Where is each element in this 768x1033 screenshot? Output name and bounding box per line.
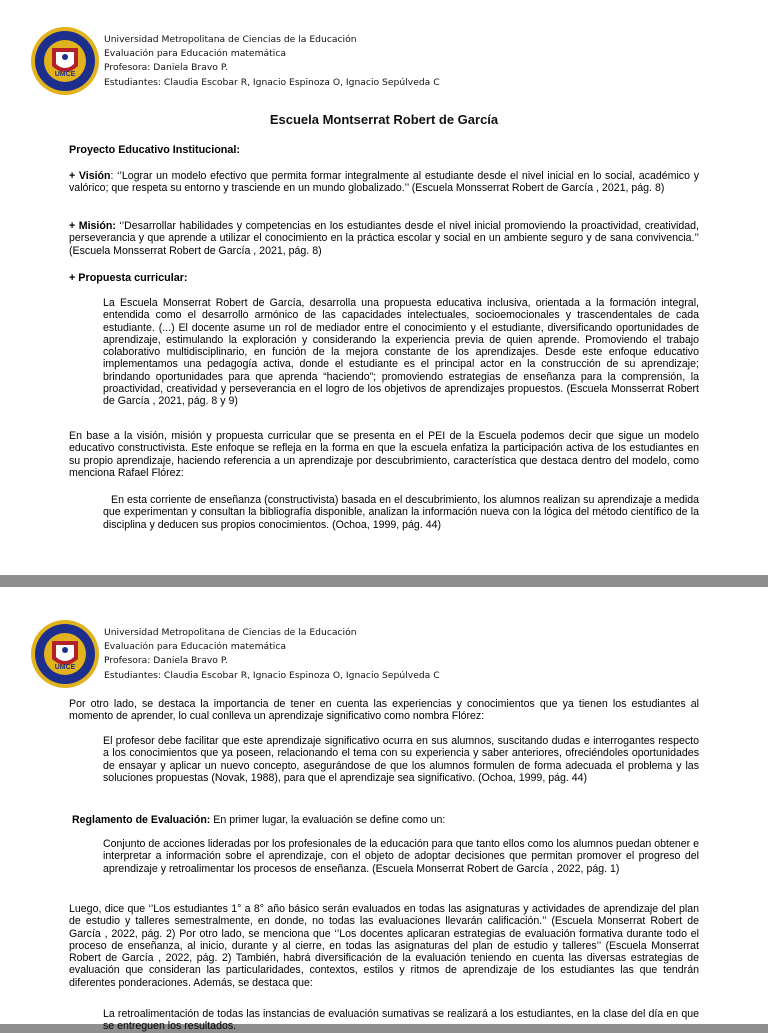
teacher-name: Profesora: Daniela Bravo P.	[104, 655, 228, 667]
propuesta-heading: + Propuesta curricular:	[69, 272, 188, 284]
reglamento-label: Reglamento de Evaluación:	[72, 814, 211, 826]
definition-quote: Conjunto de acciones lideradas por los profesionales de la educación para que tanto ellos como los alumnos puedan obtener e interpretar a información sobre el aprendizaje, con el objeto de adoptar decisiones que permitan promover el progreso del aprendizaje y retroalimentar los procesos de enseñanza. (Escuela Monserrat Robert de García , 2022, pág. 1)	[103, 838, 699, 875]
vision-paragraph	[69, 170, 699, 195]
mision-label: + Misión:	[69, 220, 116, 232]
final-quote: La retroalimentación de todas las instancias de evaluación sumativas se realizará a los estudiantes, en la clase del día en que se entreguen los resultados.	[103, 1008, 699, 1033]
university-name: Universidad Metropolitana de Ciencias de la Educación	[104, 627, 357, 638]
students-names: Estudiantes: Claudia Escobar R, Ignacio Espinoza O, Ignacio Sepúlveda C	[104, 669, 440, 681]
reglamento-text: En primer lugar, la evaluación se define como un:	[210, 814, 446, 826]
novak-quote: El profesor debe facilitar que este aprendizaje significativo ocurra en sus alumnos, suscitando dudas e interrogantes respecto a los conocimientos que ya poseen, relacionando el tema con su experiencia y saber anteriores, ofreciéndoles oportunidades de ensayar y aplicar un nuevo concepto, asegurándose de que los alumnos formulen de forma adecuada el problema y las soluciones propuestas (Novak, 1988), para que el aprendizaje sea significativo. (Ochoa, 1999, pág. 44)	[103, 735, 699, 784]
analysis-paragraph: En base a la visión, misión y propuesta curricular que se presenta en el PEI de la Escuela podemos decir que sigue un modelo educativo constructivista. Este enfoque se refleja en la forma en que la escuela enfatiza la participación activa de los estudiantes en su propio aprendizaje, haciendo referencia a un aprendizaje por descubrimiento, característica que destaca dentro del modelo, como menciona Rafael Flórez:	[69, 430, 699, 479]
intro-paragraph: Por otro lado, se destaca la importancia de tener en cuenta las experiencias y conocimientos que ya tienen los estudiantes al momento de aprender, lo cual conlleva un aprendizaje significativo como nombra Flórez:	[69, 698, 699, 723]
university-logo	[30, 619, 100, 689]
header-lines	[104, 626, 440, 683]
vision-label: + Visión	[69, 170, 111, 182]
course-name: Evaluación para Educación matemática	[104, 641, 286, 653]
students-names: Estudiantes: Claudia Escobar R, Ignacio Espinoza O, Ignacio Sepúlveda C	[104, 76, 440, 88]
header-lines	[104, 33, 440, 90]
university-logo	[30, 26, 100, 96]
university-name: Universidad Metropolitana de Ciencias de la Educación	[104, 34, 357, 45]
teacher-name: Profesora: Daniela Bravo P.	[104, 62, 228, 74]
pei-heading: Proyecto Educativo Institucional:	[69, 144, 240, 156]
vision-text: : ‘’Lograr un modelo efectivo que permita formar integralmente al estudiante desde el nivel inicial en lo social, académico y valórico; que respeta su entorno y trasciende en un mundo globalizado.’’ (Escuela Monsserrat Robert de García , 2021, pág. 8)	[69, 170, 699, 195]
document-page-2	[0, 587, 768, 1033]
mision-paragraph	[69, 220, 699, 257]
mision-text: ‘’Desarrollar habilidades y competencias en los estudiantes desde el nivel inicial promoviendo la proactividad, creatividad, perseverancia y que aprende a utilizar el conocimiento en la práctica escolar y social en un ambiente seguro y de sana convivencia.’’ (Escuela Monsserrat Robert de García , 2021, pág. 8)	[69, 220, 699, 257]
course-name: Evaluación para Educación matemática	[104, 48, 286, 60]
logo-text: UMCE	[54, 664, 76, 671]
propuesta-quote: La Escuela Monserrat Robert de García, desarrolla una propuesta educativa inclusiva, orientada a la formación integral, entendida como el desarrollo armónico de las capacidades intelectuales, socioemocionales y trascendentales de cada estudiante. (...) El docente asume un rol de mediador entre el conocimiento y el estudiante, diversificando oportunidades de aprendizaje, estimulando la exploración y considerando la experiencia previa de quien aprende. Promoviendo el trabajo colaborativo multidisciplinario, en función de la mejora constante de los aprendizajes. Desde este enfoque educativo implementamos una pedagogía activa, donde el estudiante es el principal actor en la construcción de su aprendizaje; brindando oportunidades para que aprenda “haciendo”; promoviendo estrategias de enseñanza para la comprensión, la proactividad, creatividad y perseverancia en el logro de los objetivos de aprendizajes propuestos. (Escuela Monsserrat Robert de García , 2021, pág. 8 y 9)	[103, 297, 699, 408]
logo-text: UMCE	[54, 71, 76, 78]
florez-quote: En esta corriente de enseñanza (constructivista) basada en el descubrimiento, los alumnos realizan su aprendizaje a medida que experimentan y consultan la bibliografía disponible, analizan la información nueva con la lógica del método científico de la disciplina y deducen sus propios conocimientos. (Ochoa, 1999, pág. 44)	[103, 494, 699, 531]
reglamento-paragraph	[72, 814, 702, 826]
evaluation-paragraph: Luego, dice que ‘’Los estudiantes 1° a 8° año básico serán evaluados en todas las asignaturas y actividades de aprendizaje del plan de estudio y talleres semestralmente, en donde, no todas las evaluaciones llevarán calificación.’’ (Escuela Monserrat Robert de García , 2022, pág. 2) Por otro lado, se menciona que ‘’Los docentes aplicaran estrategias de evaluación formativa durante todo el proceso de enseñanza, al inicio, durante y al cierre, en todas las asignaturas del plan de estudio y talleres’’ (Escuela Monserrat Robert de García , 2022, pág. 2) También, habrá diversificación de la evaluación teniendo en cuenta las diversas estrategias de evaluación que consideran las particularidades, contextos, estilos y ritmos de aprendizaje de los estudiantes las que tendrán diferentes ponderaciones. Además, se destaca que:	[69, 903, 699, 989]
document-title: Escuela Montserrat Robert de García	[269, 112, 499, 127]
